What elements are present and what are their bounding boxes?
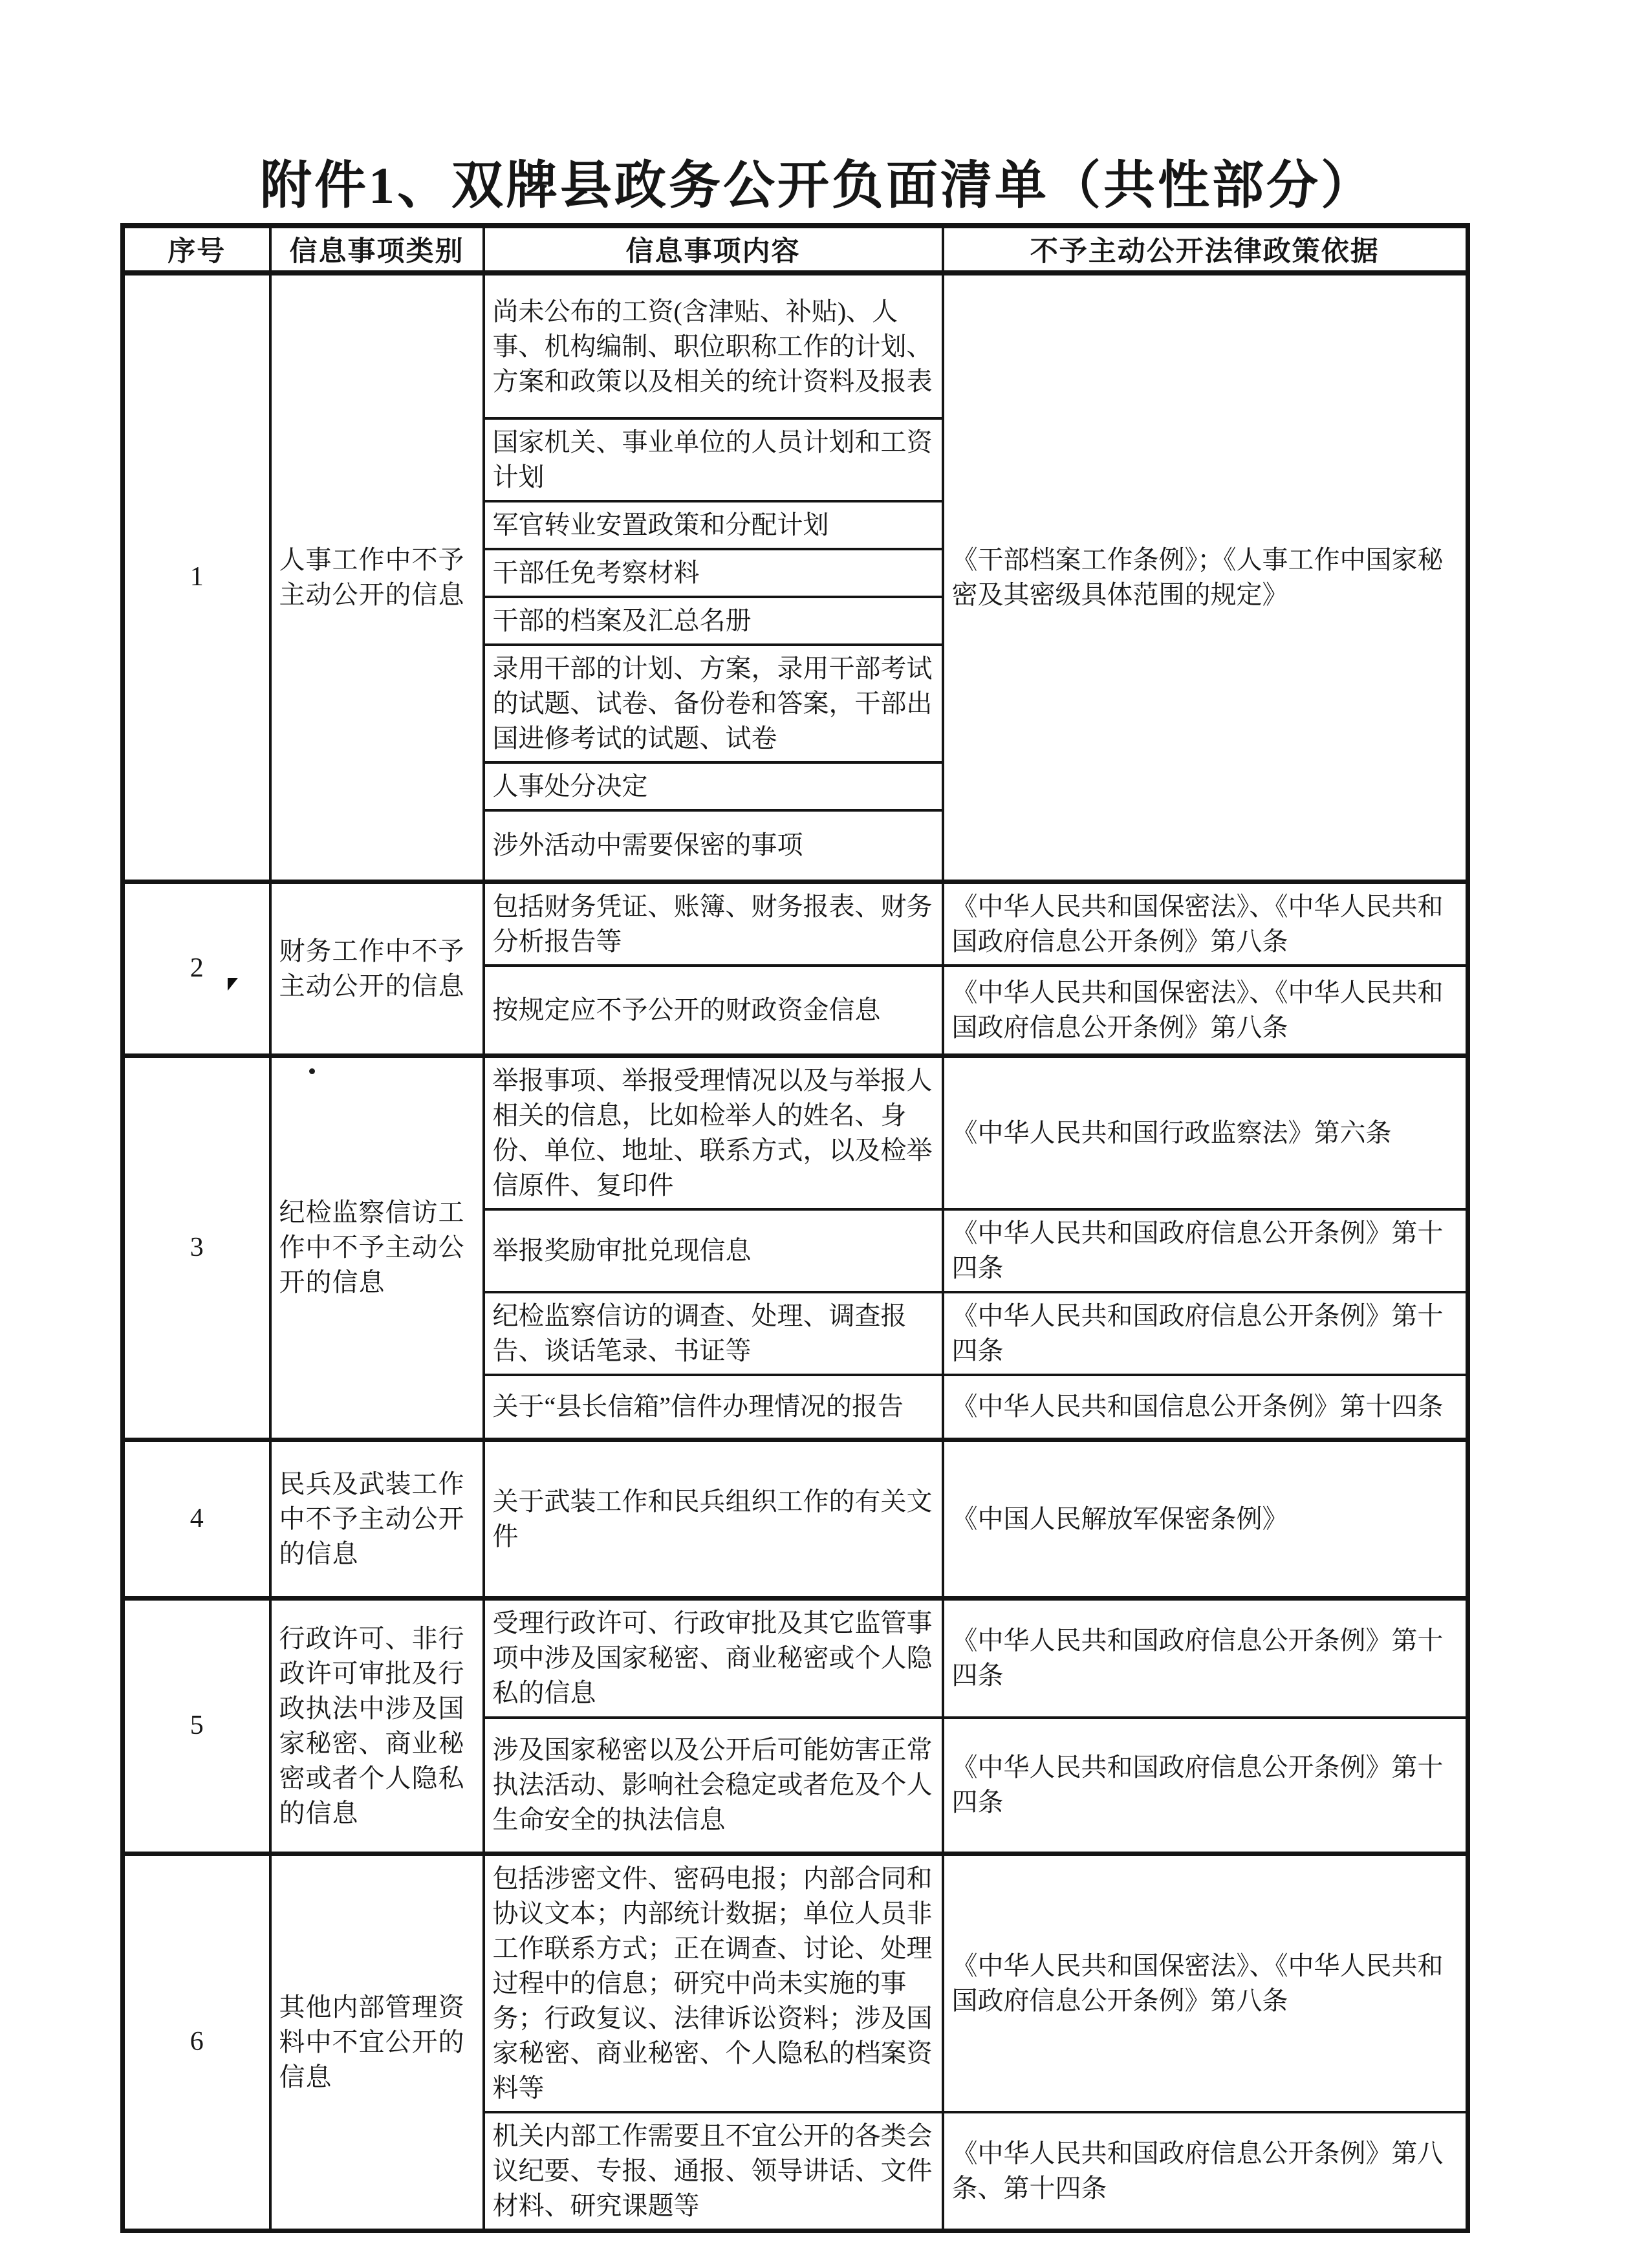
table-row (123, 1440, 1468, 1598)
table-body (123, 273, 1468, 2230)
header-row (123, 226, 1468, 273)
basis-cell: 《中华人民共和国保密法》、《中华人民共和国政府信息公开条例》第八条 (943, 881, 1468, 966)
basis-cell: 《中华人民共和国政府信息公开条例》第十四条 (943, 1209, 1468, 1292)
content-cell: 受理行政许可、行政审批及其它监管事项中涉及国家秘密、商业秘密或个人隐私的信息 (484, 1598, 943, 1718)
content-cell: 军官转业安置政策和分配计划 (484, 501, 943, 549)
content-cell: 纪检监察信访的调查、处理、调查报告、谈话笔录、书证等 (484, 1292, 943, 1375)
row-number-cell: 6 (123, 1853, 270, 2230)
content-cell: 涉及国家秘密以及公开后可能妨害正常执法活动、影响社会稳定或者危及个人生命安全的执法信息 (484, 1718, 943, 1853)
row-number-cell: 3 (123, 1056, 270, 1440)
basis-cell: 《中华人民共和国政府信息公开条例》第十四条 (943, 1718, 1468, 1853)
scan-artifact (228, 978, 238, 991)
category-cell: 纪检监察信访工作中不予主动公开的信息 (270, 1056, 484, 1440)
category-cell: 民兵及武装工作中不予主动公开的信息 (270, 1440, 484, 1598)
table-row (123, 1598, 1468, 1718)
content-cell: 录用干部的计划、方案，录用干部考试的试题、试卷、备份卷和答案，干部出国进修考试的试题、试卷 (484, 645, 943, 762)
content-cell: 涉外活动中需要保密的事项 (484, 810, 943, 881)
basis-cell: 《干部档案工作条例》；《人事工作中国家秘密及其密级具体范围的规定》 (943, 273, 1468, 881)
header-item-category: 信息事项类别 (270, 226, 484, 273)
content-cell: 国家机关、事业单位的人员计划和工资计划 (484, 418, 943, 501)
content-cell: 人事处分决定 (484, 762, 943, 810)
document-title: 附件1、双牌县政务公开负面清单（共性部分） (260, 158, 1375, 215)
basis-cell: 《中华人民共和国保密法》、《中华人民共和国政府信息公开条例》第八条 (943, 1853, 1468, 2112)
content-cell: 举报奖励审批兑现信息 (484, 1209, 943, 1292)
table-row (123, 881, 1468, 966)
content-cell: 关于武装工作和民兵组织工作的有关文件 (484, 1440, 943, 1598)
basis-cell: 《中华人民共和国政府信息公开条例》第八条、第十四条 (943, 2112, 1468, 2231)
basis-cell: 《中华人民共和国政府信息公开条例》第十四条 (943, 1292, 1468, 1375)
category-cell: 行政许可、非行政许可审批及行政执法中涉及国家秘密、商业秘密或者个人隐私的信息 (270, 1598, 484, 1853)
content-cell: 按规定应不予公开的财政资金信息 (484, 966, 943, 1056)
header-serial-number: 序号 (123, 226, 270, 273)
content-cell: 包括财务凭证、账簿、财务报表、财务分析报告等 (484, 881, 943, 966)
table-header (123, 226, 1468, 273)
basis-cell: 《中华人民共和国政府信息公开条例》第十四条 (943, 1598, 1468, 1718)
scan-artifact (309, 1068, 315, 1074)
basis-cell: 《中华人民共和国保密法》、《中华人民共和国政府信息公开条例》第八条 (943, 966, 1468, 1056)
category-cell: 其他内部管理资料中不宜公开的信息 (270, 1853, 484, 2230)
table-row (123, 273, 1468, 418)
row-number-cell: 2 (123, 881, 270, 1056)
content-cell: 干部的档案及汇总名册 (484, 597, 943, 645)
table-row (123, 1853, 1468, 2112)
header-item-content: 信息事项内容 (484, 226, 943, 273)
row-number-cell: 5 (123, 1598, 270, 1853)
basis-cell: 《中华人民共和国信息公开条例》第十四条 (943, 1375, 1468, 1440)
content-cell: 包括涉密文件、密码电报；内部合同和协议文本；内部统计数据；单位人员非工作联系方式；正在调查、讨论、处理过程中的信息；研究中尚未实施的事务；行政复议、法律诉讼资料；涉及国家秘密、商业秘密、个人隐私的档案资料等 (484, 1853, 943, 2112)
category-cell: 人事工作中不予主动公开的信息 (270, 273, 484, 881)
content-cell: 举报事项、举报受理情况以及与举报人相关的信息，比如检举人的姓名、身份、单位、地址、联系方式，以及检举信原件、复印件 (484, 1056, 943, 1210)
basis-cell: 《中国人民解放军保密条例》 (943, 1440, 1468, 1598)
content-cell: 机关内部工作需要且不宜公开的各类会议纪要、专报、通报、领导讲话、文件材料、研究课题等 (484, 2112, 943, 2231)
header-legal-basis: 不予主动公开法律政策依据 (943, 226, 1468, 273)
content-cell: 干部任免考察材料 (484, 549, 943, 597)
row-number-cell: 1 (123, 273, 270, 881)
row-number-cell: 4 (123, 1440, 270, 1598)
content-cell: 关于“县长信箱”信件办理情况的报告 (484, 1375, 943, 1440)
negative-list-table (120, 223, 1470, 2233)
basis-cell: 《中华人民共和国行政监察法》第六条 (943, 1056, 1468, 1210)
table-row (123, 1056, 1468, 1210)
content-cell: 尚未公布的工资(含津贴、补贴)、人事、机构编制、职位职称工作的计划、方案和政策以及相关的统计资料及报表 (484, 273, 943, 418)
category-cell: 财务工作中不予主动公开的信息 (270, 881, 484, 1056)
